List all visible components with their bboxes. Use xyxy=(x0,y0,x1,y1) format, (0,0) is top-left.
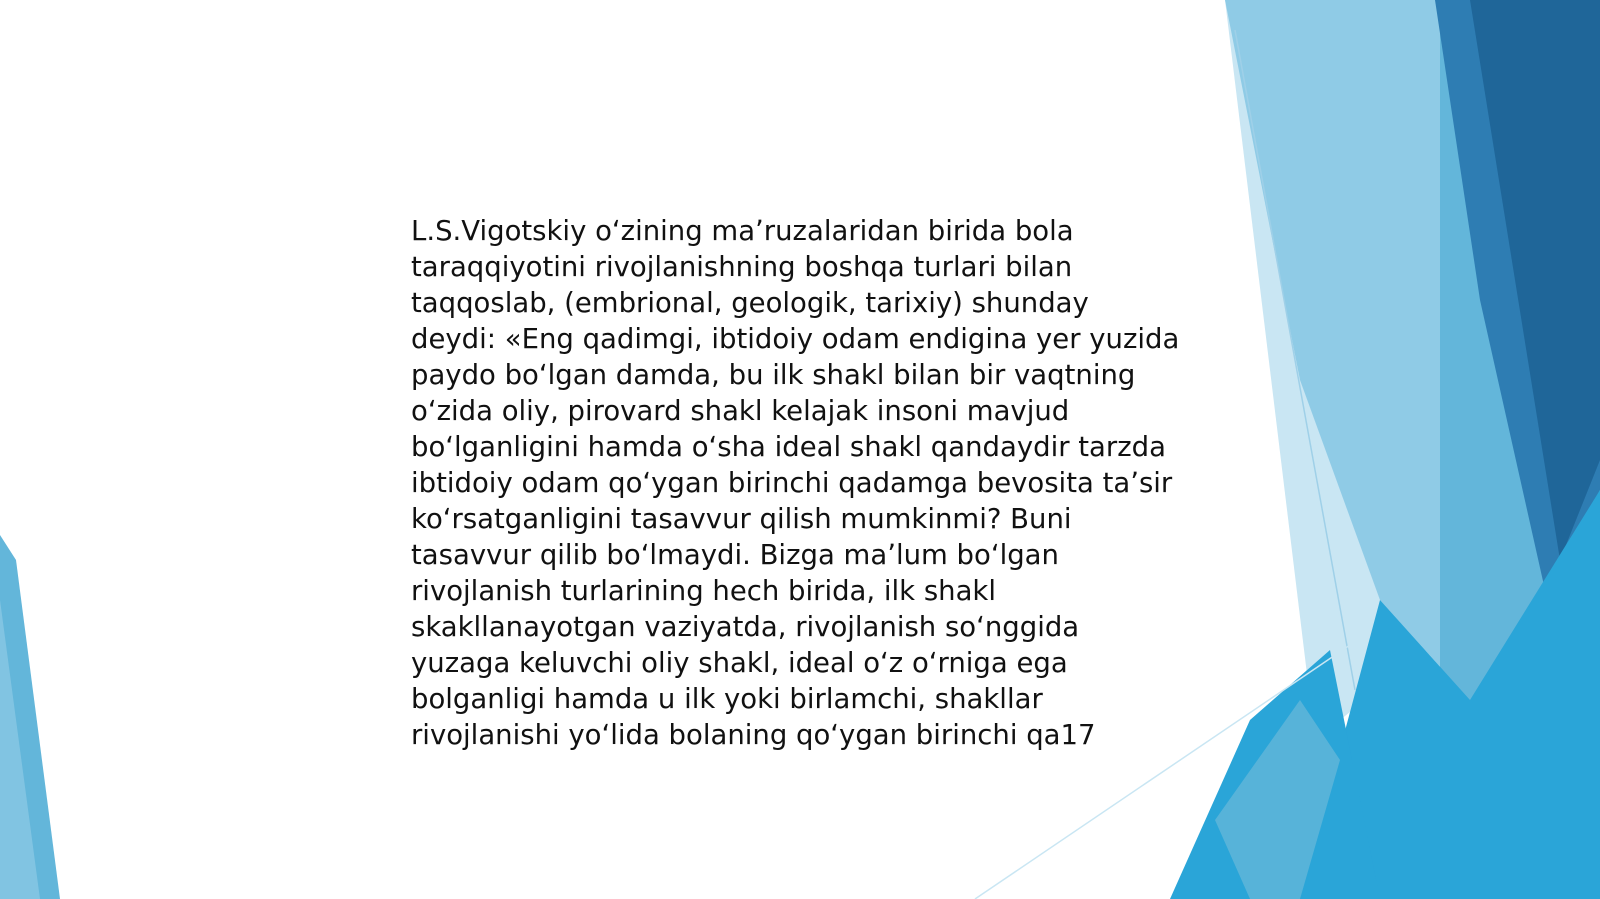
body-paragraph: L.S.Vigotskiy oʻzining maʼruzalaridan birida bola taraqqiyotini rivojlanishning boshqa turlari bilan taqqoslab, (embrional, geologik, tarixiy) shunday deydi: «Eng qadimgi, ibtidoiy odam endigina yer yuzida paydo boʻlgan damda, bu ilk shakl bilan bir vaqtning oʻzida oliy, pirovard shakl kelajak insoni mavjud boʻlganligini hamda oʻsha ideal shakl qandaydir tarzda ibtidoiy odam qoʻygan birinchi qadamga bevosita taʼsir koʻrsatganligini tasavvur qilish mumkinmi? Buni tasavvur qilib boʻlmaydi. Bizga maʼlum boʻlgan rivojlanish turlarining hech birida, ilk shakl skakllanayotgan vaziyatda, rivojlanish soʻnggida yuzaga keluvchi oliy shakl, ideal oʻz oʻrniga ega bolganligi hamda u ilk yoki birlamchi, shakllar rivojlanishi yoʻlida bolaning qoʻygan birinchi qa17 xyxy=(411,215,1180,751)
